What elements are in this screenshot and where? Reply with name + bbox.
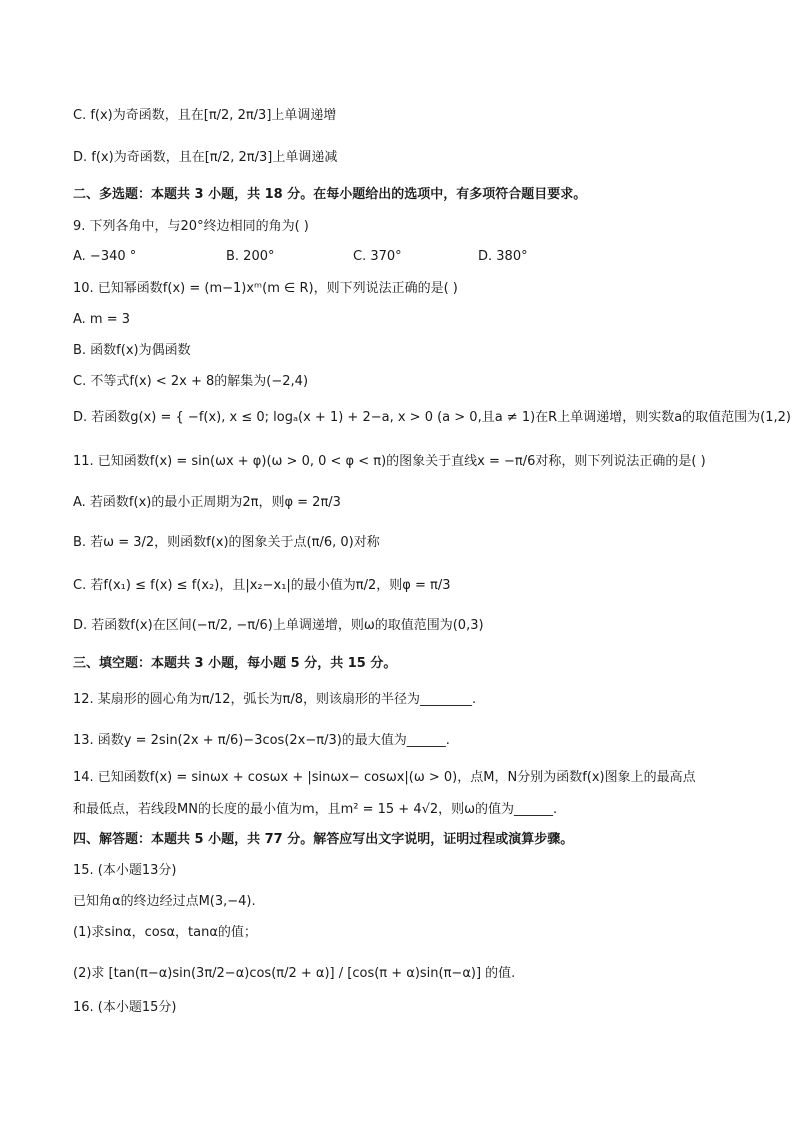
q9-option-d: D. 380° [478,249,528,264]
q10-option-b: B. 函数f(x)为偶函数 [73,343,191,358]
q15-stem: 已知角α的终边经过点M(3,−4). [73,894,256,909]
question-13: 13. 函数y = 2sin(2x + π/6)−3cos(2x−π/3)的最大值为______. [73,733,450,748]
q11-option-c: C. 若f(x₁) ≤ f(x) ≤ f(x₂)，且|x₂−x₁|的最小值为π/2，则φ = π/3 [73,578,451,593]
q9-options [73,247,733,267]
question-14-line-2: 和最低点，若线段MN的长度的最小值为m，且m² = 15 + 4√2，则ω的值为______. [73,802,558,817]
q11-option-d: D. 若函数f(x)在区间(−π/2, −π/6)上单调递增，则ω的取值范围为(0,3) [73,618,484,633]
q9-option-a: A. −340 ° [73,249,137,264]
q15-part-2: (2)求 [tan(π−α)sin(3π/2−α)cos(π/2 + α)] / [cos(π + α)sin(π−α)] 的值. [73,966,516,981]
question-15-title: 15. (本小题13分) [73,863,177,878]
question-9: 9. 下列各角中，与20°终边相同的角为( ) [73,219,309,234]
section-2-heading: 二、多选题：本题共 3 小题，共 18 分。在每小题给出的选项中，有多项符合题目要求。 [73,187,587,202]
q10-option-d: D. 若函数g(x) = { −f(x), x ≤ 0; logₐ(x + 1) + 2−a, x > 0 (a > 0,且a ≠ 1)在R上单调递增，则实数a的取值范围为(1,2) [73,410,791,425]
q8-option-c: C. f(x)为奇函数，且在[π/2, 2π/3]上单调递增 [73,108,337,123]
q9-option-c: C. 370° [353,249,402,264]
question-10: 10. 已知幂函数f(x) = (m−1)xᵐ(m ∈ R)，则下列说法正确的是( ) [73,281,458,296]
q11-option-a: A. 若函数f(x)的最小正周期为2π，则φ = 2π/3 [73,495,341,510]
section-4-heading: 四、解答题：本题共 5 小题，共 77 分。解答应写出文字说明，证明过程或演算步骤。 [73,832,574,847]
q8-option-d: D. f(x)为奇函数，且在[π/2, 2π/3]上单调递减 [73,150,338,165]
question-16-title: 16. (本小题15分) [73,1000,177,1015]
question-14-line-1: 14. 已知函数f(x) = sinωx + cosωx + |sinωx− cosωx|(ω > 0)，点M，N分别为函数f(x)图象上的最高点 [73,770,696,785]
q15-part-1: (1)求sinα，cosα，tanα的值； [73,925,257,940]
section-3-heading: 三、填空题：本题共 3 小题，每小题 5 分，共 15 分。 [73,656,397,671]
q10-option-c: C. 不等式f(x) < 2x + 8的解集为(−2,4) [73,374,309,389]
q10-option-a: A. m = 3 [73,312,131,327]
q9-option-b: B. 200° [226,249,275,264]
question-12: 12. 某扇形的圆心角为π/12，弧长为π/8，则该扇形的半径为________. [73,692,477,707]
q11-option-b: B. 若ω = 3/2，则函数f(x)的图象关于点(π/6, 0)对称 [73,535,380,550]
question-11: 11. 已知函数f(x) = sin(ωx + φ)(ω > 0, 0 < φ < π)的图象关于直线x = −π/6对称，则下列说法正确的是( ) [73,454,706,469]
